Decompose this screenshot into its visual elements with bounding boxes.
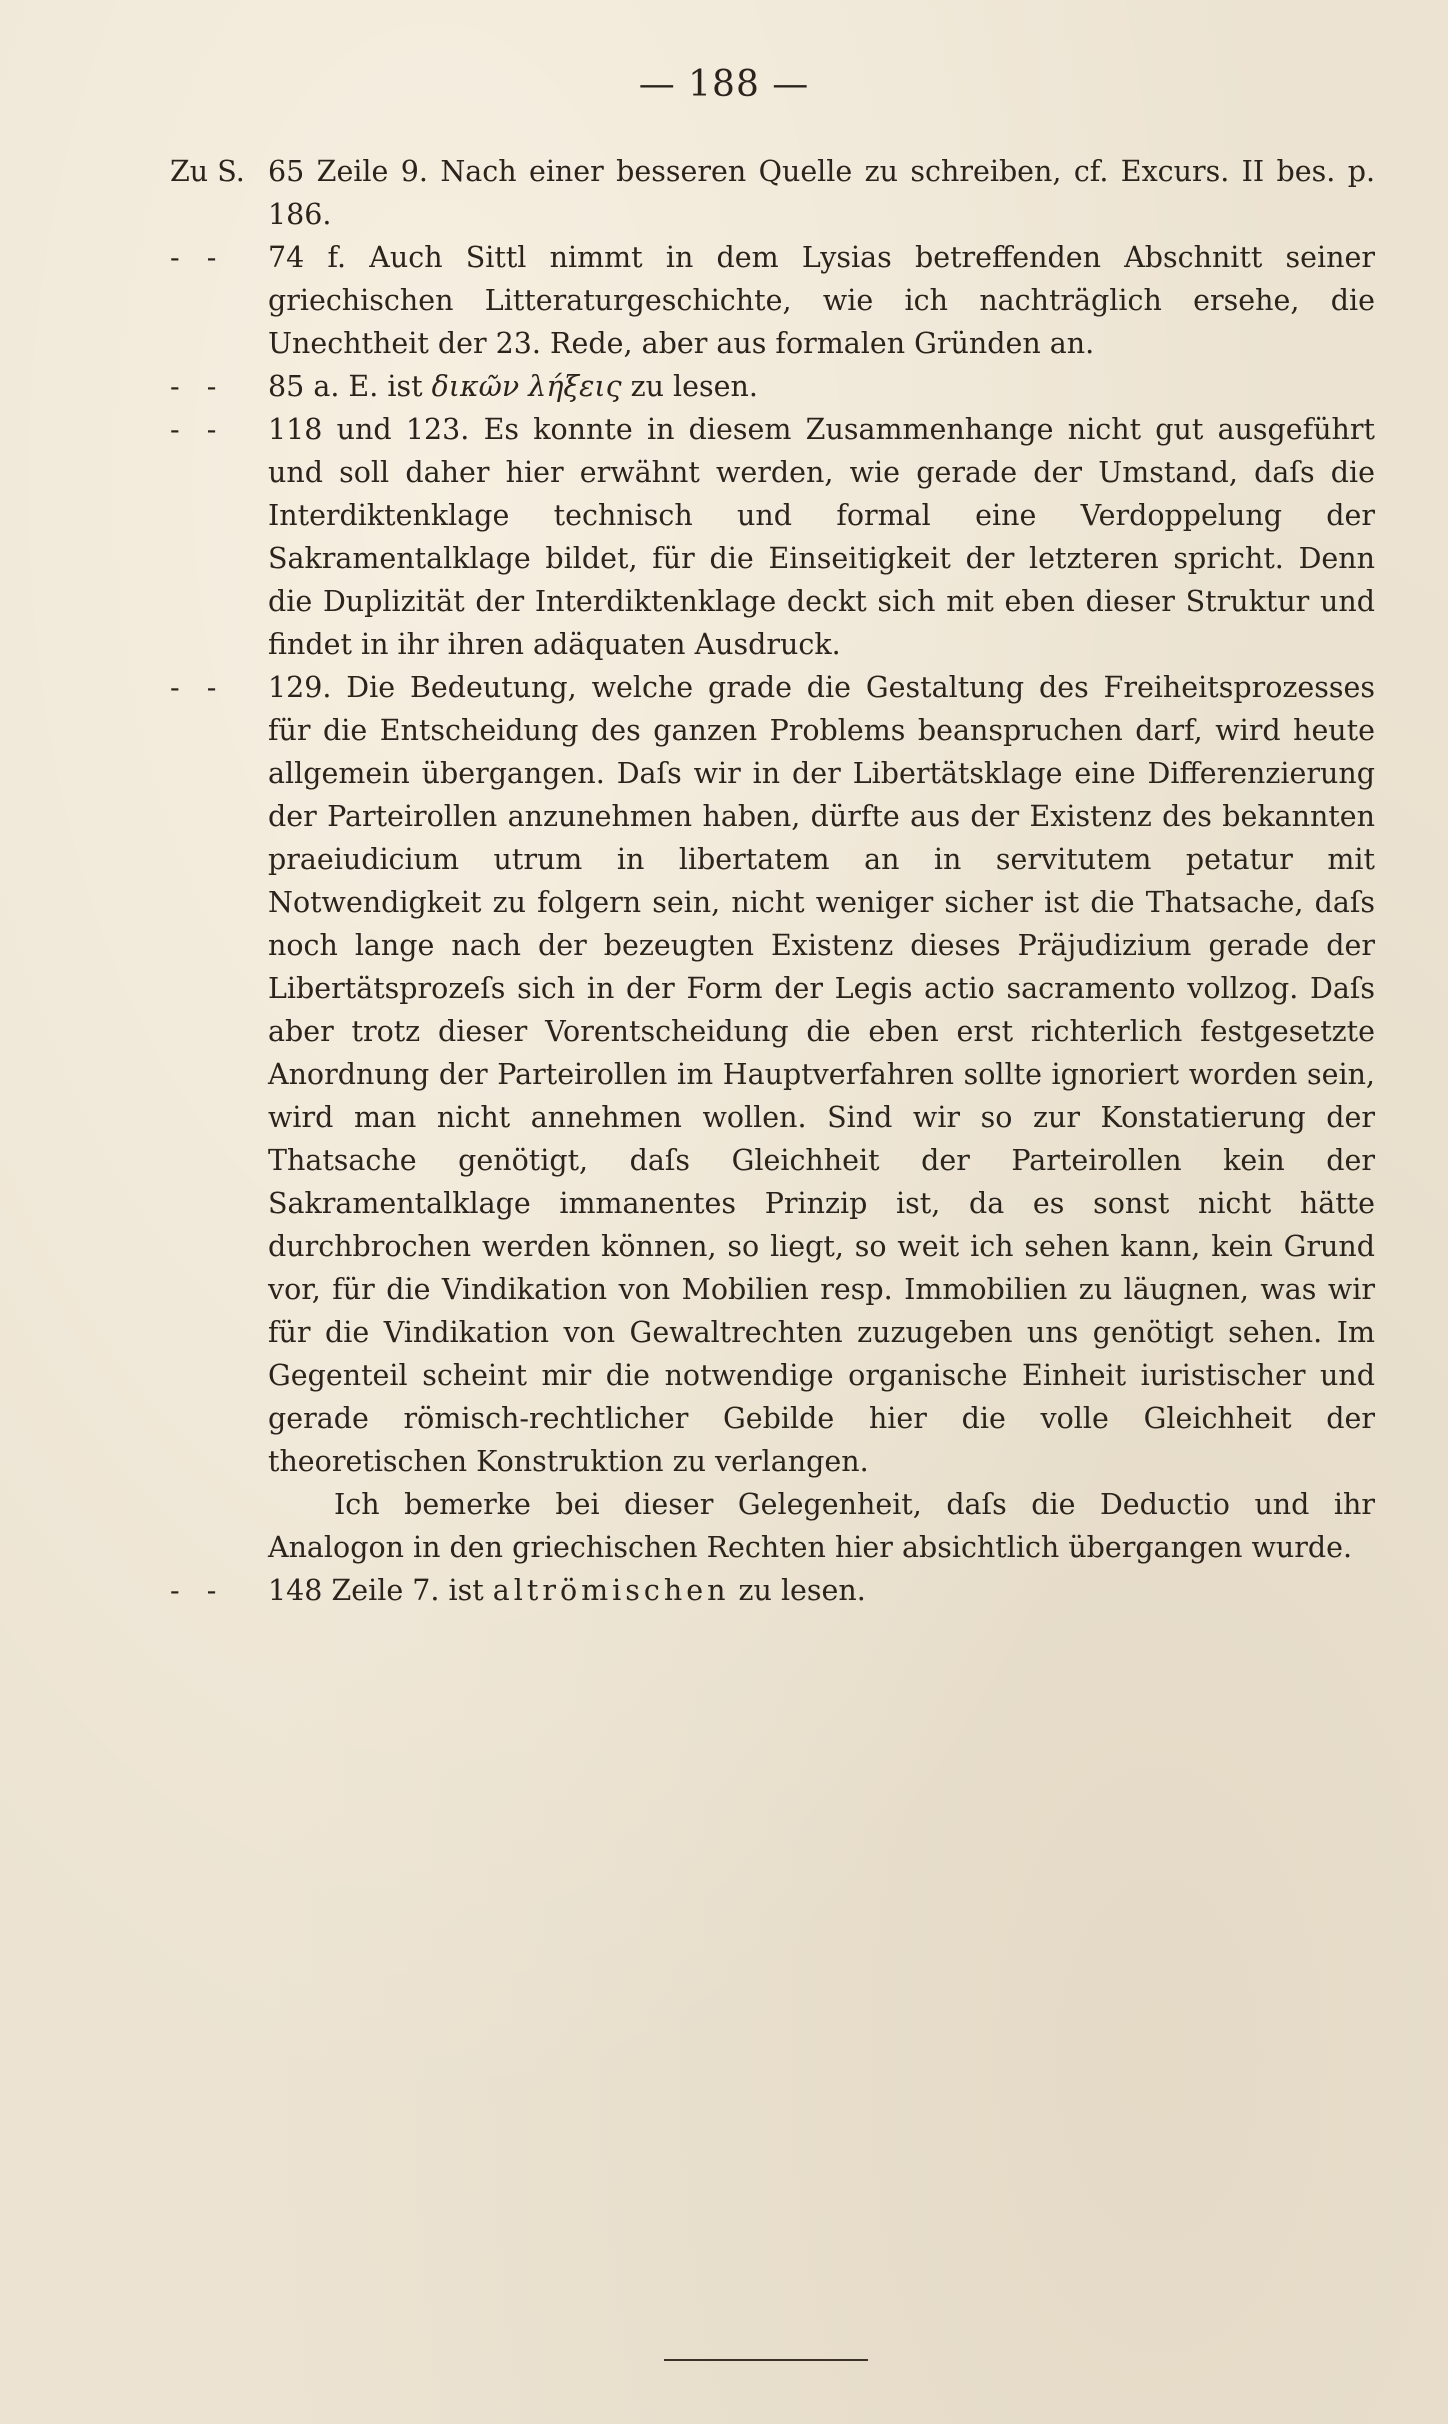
entry-marker: - -: [170, 1574, 217, 1607]
entry-marker: - -: [170, 241, 217, 274]
page-number: — 188 —: [638, 64, 810, 105]
closing-rule: [664, 2359, 868, 2361]
entry-marker: - -: [170, 370, 217, 403]
entry-text-after: zu lesen.: [621, 370, 758, 403]
errata-entry: [170, 236, 1375, 365]
entry-text: 118 und 123. Es konnte in diesem Zusammenhange nicht gut ausgeführt und soll daher hier erwähnt werden, wie gerade der Umstand, daſs die Interdiktenklage technisch und formal eine Verdoppelung der Sakramentalklage bildet, für die Einseitigkeit der letzteren spricht. Denn die Duplizität der Interdiktenklage deckt sich mit eben dieser Struktur und findet in ihr ihren adäquaten Ausdruck.: [268, 413, 1375, 661]
entry-marker: Zu S.: [170, 155, 245, 188]
errata-entry: [170, 408, 1375, 666]
entry-continuation: Ich bemerke bei dieser Gelegenheit, daſs die Deductio und ihr Analogon in den griechischen Rechten hier absichtlich übergangen wurde.: [268, 1488, 1375, 1564]
entry-marker: - -: [170, 671, 217, 704]
errata-entry: [170, 150, 1375, 236]
errata-entry: [170, 666, 1375, 1483]
entry-text: 74 f. Auch Sittl nimmt in dem Lysias betreffenden Abschnitt seiner griechischen Litteraturgeschichte, wie ich nachträglich ersehe, die Unechtheit der 23. Rede, aber aus formalen Gründen an.: [268, 241, 1375, 360]
entry-text-after: zu lesen.: [729, 1574, 866, 1607]
errata-list: [170, 150, 1375, 1612]
spaced-word: altrömischen: [492, 1574, 730, 1607]
errata-entry: [170, 1569, 1375, 1612]
greek-phrase: δικῶν λήξεις: [431, 370, 622, 403]
errata-entry: [170, 365, 1375, 408]
entry-text-before: 148 Zeile 7. ist: [268, 1574, 493, 1607]
entry-text: 65 Zeile 9. Nach einer besseren Quelle zu schreiben, cf. Excurs. II bes. p. 186.: [268, 155, 1375, 231]
entry-text: 129. Die Bedeutung, welche grade die Gestaltung des Freiheitsprozesses für die Entscheidung des ganzen Problems beanspruchen darf, wird heute allgemein übergangen. Daſs wir in der Libertätsklage eine Differenzierung der Parteirollen anzunehmen haben, dürfte aus der Existenz des bekannten praeiudicium utrum in libertatem an in servitutem petatur mit Notwendigkeit zu folgern sein, nicht weniger sicher ist die Thatsache, daſs noch lange nach der bezeugten Existenz dieses Präjudizium gerade der Libertätsprozeſs sich in der Form der Legis actio sacramento vollzog. Daſs aber trotz dieser Vorentscheidung die eben erst richterlich festgesetzte Anordnung der Parteirollen im Hauptverfahren sollte ignoriert worden sein, wird man nicht annehmen wollen. Sind wir so zur Konstatierung der Thatsache genötigt, daſs Gleichheit der Parteirollen kein der Sakramentalklage immanentes Prinzip ist, da es sonst nicht hätte durchbrochen werden können, so liegt, so weit ich sehen kann, kein Grund vor, für die Vindikation von Mobilien resp. Immobilien zu läugnen, was wir für die Vindikation von Gewaltrechten zuzugeben uns genötigt sehen. Im Gegenteil scheint mir die notwendige organische Einheit iuristischer und gerade römisch-rechtlicher Gebilde hier die volle Gleichheit der theoretischen Konstruktion zu verlangen.: [268, 671, 1375, 1478]
entry-marker: - -: [170, 413, 217, 446]
entry-text-before: 85 a. E. ist: [268, 370, 432, 403]
